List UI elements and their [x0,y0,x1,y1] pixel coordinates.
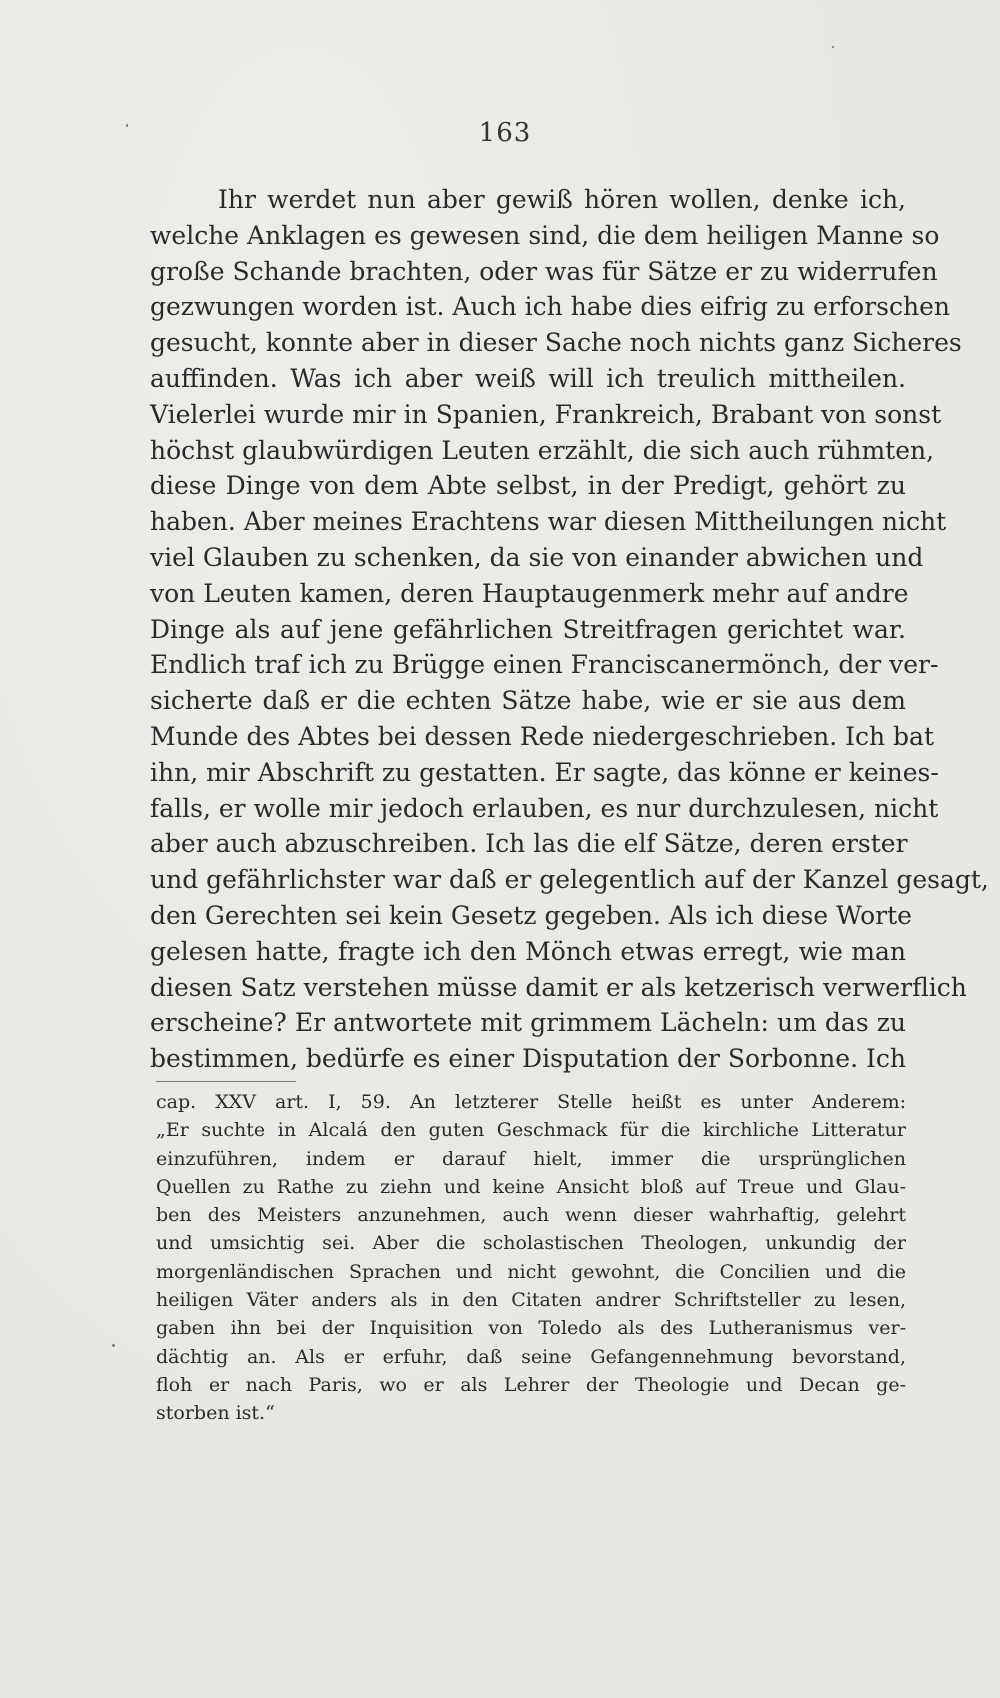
text-line: auffinden. Was ich aber weiß will ich treulich mittheilen. [150,363,906,393]
paper-speck [112,1344,115,1347]
text-line: große Schande brachten, oder was für Sätze er zu widerrufen [150,256,938,286]
footnote-divider [156,1081,296,1082]
text-line: gelesen hatte, fragte ich den Mönch etwas erregt, wie man [150,936,906,966]
footnote-line: dächtig an. Als er erfuhr, daß seine Gefangennehmung bevorstand, [156,1345,906,1368]
text-line: gesucht, konnte aber in dieser Sache noch nichts ganz Sicheres [150,328,962,358]
main-text [150,182,989,1077]
text-line: Ihr werdet nun aber gewiß hören wollen, denke ich, [218,185,906,214]
page-number: 163 [478,118,532,148]
footnote-line: gaben ihn bei der Inquisition von Toledo als des Lutheranismus ver- [156,1317,906,1340]
text-line: haben. Aber meines Erachtens war diesen Mittheilungen nicht [150,507,947,537]
footnote-line: heiligen Väter anders als in den Citaten andrer Schriftsteller zu lesen, [156,1289,906,1312]
footnote-line: morgenländischen Sprachen und nicht gewohnt, die Concilien und die [156,1260,906,1283]
text-line: und gefährlichster war daß er gelegentlich auf der Kanzel gesagt, [150,865,989,895]
footnote-line: floh er nach Paris, wo er als Lehrer der Theologie und Decan ge- [156,1373,906,1396]
text-line: Vielerlei wurde mir in Spanien, Frankreich, Brabant von sonst [150,399,942,429]
footnote-line: einzuführen, indem er darauf hielt, immer die ursprünglichen [156,1147,906,1170]
text-line: bestimmen, bedürfe es einer Disputation der Sorbonne. Ich [150,1044,906,1074]
text-line: von Leuten kamen, deren Hauptaugenmerk mehr auf andre [150,578,909,608]
text-line: gezwungen worden ist. Auch ich habe dies eifrig zu erforschen [150,292,950,322]
text-line: den Gerechten sei kein Gesetz gegeben. Als ich diese Worte [150,900,912,930]
text-line: diese Dinge von dem Abte selbst, in der Predigt, gehört zu [150,471,906,501]
footnote-line: „Er suchte in Alcalá den guten Geschmack für die kirchliche Litteratur [156,1119,906,1142]
text-line: falls, er wolle mir jedoch erlauben, es nur durchzulesen, nicht [150,793,939,823]
text-line: sicherte daß er die echten Sätze habe, wie er sie aus dem [150,686,906,716]
text-line: diesen Satz verstehen müsse damit er als ketzerisch verwerflich [150,972,967,1002]
footnote-line: und umsichtig sei. Aber die scholastischen Theologen, unkundig der [156,1232,906,1255]
text-line: aber auch abzuschreiben. Ich las die elf Sätze, deren erster [150,829,908,859]
footnote [156,1088,906,1428]
text-line: ihn, mir Abschrift zu gestatten. Er sagte, das könne er keines- [150,757,939,787]
text-line: höchst glaubwürdigen Leuten erzählt, die sich auch rühmten, [150,435,935,465]
footnote-line: Quellen zu Rathe zu ziehn und keine Ansicht bloß auf Treue und Glau- [156,1175,906,1198]
text-line: viel Glauben zu schenken, da sie von einander abwichen und [150,542,924,572]
text-line: Dinge als auf jene gefährlichen Streitfragen gerichtet war. [150,614,906,644]
paper-speck [126,124,128,127]
footnote-line: ben des Meisters anzunehmen, auch wenn dieser wahrhaftig, gelehrt [156,1204,906,1227]
footnote-line: cap. XXV art. I, 59. An letzterer Stelle heißt es unter Anderem: [156,1091,906,1113]
text-line: Munde des Abtes bei dessen Rede niedergeschrieben. Ich bat [150,721,934,751]
footnote-line: storben ist.“ [156,1402,275,1425]
text-line: erscheine? Er antwortete mit grimmem Lächeln: um das zu [150,1008,906,1038]
text-line: welche Anklagen es gewesen sind, die dem heiligen Manne so [150,220,940,250]
paper-speck [832,46,834,48]
text-line: Endlich traf ich zu Brügge einen Franciscanermönch, der ver- [150,650,939,680]
